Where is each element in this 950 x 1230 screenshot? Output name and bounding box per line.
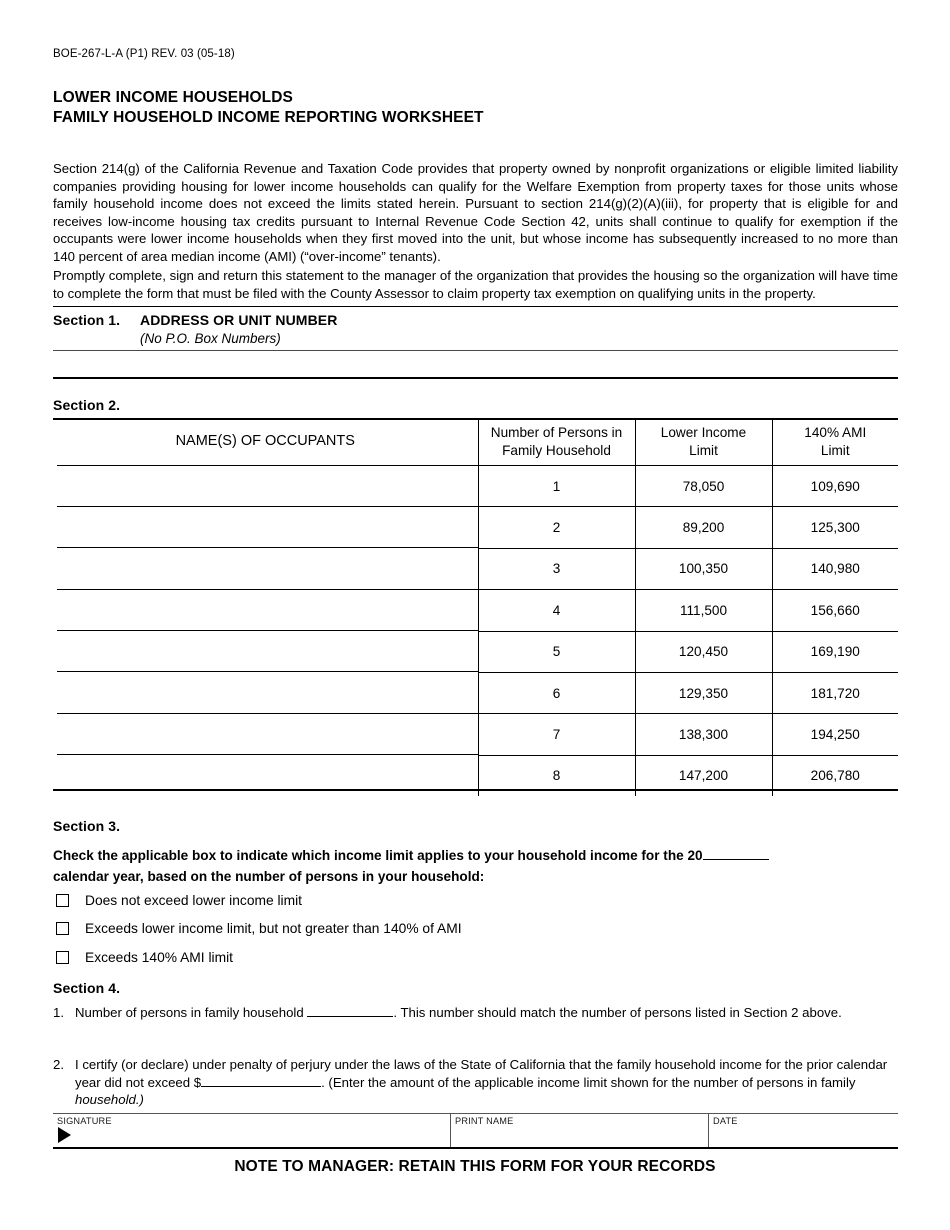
section1-label: ADDRESS OR UNIT NUMBER — [140, 312, 338, 328]
column-header-persons-line2: Family Household — [502, 442, 611, 458]
lower-income-limit: 138,300 — [635, 714, 772, 755]
section4-item-1-body — [75, 1004, 903, 1022]
section4-item-2-text-after: . (Enter the amount of the applicable income limit shown for the number of persons in family — [321, 1074, 856, 1090]
signature-block — [53, 1113, 898, 1149]
checkbox-row-option-3[interactable] — [56, 943, 756, 972]
address-write-line-1[interactable] — [53, 350, 898, 351]
address-write-line-2[interactable] — [53, 377, 898, 379]
section3-prompt-part1: Check the applicable box to indicate which income limit applies to your household income for the 20 — [53, 848, 703, 863]
column-header-ami — [772, 418, 898, 466]
date-label: DATE — [713, 1116, 738, 1126]
column-header-names: NAME(S) OF OCCUPANTS — [175, 433, 355, 449]
section4-item-2 — [53, 1056, 903, 1109]
signature-label: SIGNATURE — [57, 1116, 112, 1126]
lower-income-limit: 147,200 — [635, 755, 772, 796]
title-line-2: FAMILY HOUSEHOLD INCOME REPORTING WORKSHEET — [53, 109, 484, 126]
table-header-row — [53, 418, 898, 466]
table-row — [53, 631, 898, 672]
income-limits-table — [53, 418, 898, 796]
section4-item-2-body — [75, 1056, 903, 1109]
table-row — [53, 466, 898, 507]
table-row — [53, 590, 898, 631]
income-amount-blank[interactable] — [201, 1075, 321, 1087]
table-row — [53, 672, 898, 713]
section3-checkbox-list — [56, 886, 756, 972]
income-limits-table-body — [53, 466, 898, 797]
column-header-lower-line2: Limit — [689, 442, 718, 458]
table-row — [53, 507, 898, 548]
ami-limit: 181,720 — [772, 672, 898, 713]
table-row — [53, 548, 898, 589]
lower-income-limit: 129,350 — [635, 672, 772, 713]
persons-count: 2 — [478, 507, 635, 548]
section4-item-1 — [53, 1004, 903, 1022]
lower-income-limit: 100,350 — [635, 548, 772, 589]
occupant-name-input[interactable] — [53, 466, 478, 507]
section2-number: Section 2. — [53, 397, 121, 413]
column-header-persons — [478, 418, 635, 466]
section4-item-1-marker: 1. — [53, 1005, 64, 1020]
lower-income-limit: 111,500 — [635, 590, 772, 631]
calendar-year-blank[interactable] — [703, 847, 769, 860]
ami-limit: 206,780 — [772, 755, 898, 796]
page-title — [53, 88, 484, 128]
section1-number: Section 1. — [53, 312, 121, 328]
occupant-name-input[interactable] — [53, 590, 478, 631]
signature-arrow-icon — [58, 1127, 71, 1143]
print-name-label: PRINT NAME — [455, 1116, 514, 1126]
print-name-field[interactable] — [450, 1114, 708, 1147]
intro-paragraph-2: Promptly complete, sign and return this statement to the manager of the organization that provides the housing so the organization will have time to complete the form that must be filed with the County Assessor to claim property tax exemption on qualifying units in the property. — [53, 268, 898, 301]
section3-number: Section 3. — [53, 818, 121, 834]
persons-count: 1 — [478, 466, 635, 507]
table-row — [53, 714, 898, 755]
checkbox-label-option-1: Does not exceed lower income limit — [85, 892, 303, 908]
section4-item-2-italic-tail: household.) — [75, 1092, 144, 1108]
checkbox-label-option-3: Exceeds 140% AMI limit — [85, 949, 233, 965]
section3-prompt — [53, 845, 903, 887]
section4-number: Section 4. — [53, 980, 121, 996]
checkbox-row-option-2[interactable] — [56, 915, 756, 944]
section1-note: (No P.O. Box Numbers) — [140, 331, 281, 346]
section4-item-2-text-before: I certify (or declare) under penalty of perjury under the laws of the State of California that the family household income for the prior calendar year did not exceed $ — [75, 1057, 888, 1090]
section1-top-rule — [53, 306, 898, 307]
occupant-name-input[interactable] — [53, 507, 478, 548]
column-header-ami-line1: 140% AMI — [804, 425, 867, 440]
persons-count: 7 — [478, 714, 635, 755]
title-line-1: LOWER INCOME HOUSEHOLDS — [53, 89, 293, 106]
form-id: BOE-267-L-A (P1) REV. 03 (05-18) — [53, 48, 235, 60]
persons-count: 5 — [478, 631, 635, 672]
ami-limit: 169,190 — [772, 631, 898, 672]
checkbox-icon[interactable] — [56, 951, 69, 964]
section4-item-1-text-after: . This number should match the number of persons listed in Section 2 above. — [393, 1005, 842, 1020]
occupant-name-input[interactable] — [53, 631, 478, 672]
lower-income-limit: 89,200 — [635, 507, 772, 548]
checkbox-label-option-2: Exceeds lower income limit, but not greater than 140% of AMI — [85, 921, 462, 937]
section4-item-2-marker: 2. — [53, 1057, 64, 1072]
section3-prompt-part2: calendar year, based on the number of persons in your household: — [53, 869, 485, 884]
column-header-lower-income — [635, 418, 772, 466]
section2-table-wrapper — [53, 418, 898, 796]
signature-field[interactable] — [53, 1114, 450, 1147]
section4-item-1-text-before: Number of persons in family household — [75, 1005, 304, 1020]
intro-paragraph-1: Section 214(g) of the California Revenue and Taxation Code provides that property owned by nonprofit organizations or eligible limited liability companies providing housing for lower income households can qualify for the Welfare Exemption from property taxes for those units whose family household income does not exceed the limits stated herein. Pursuant to section 214(g)(2)(A)(iii), for property that is eligible for and receives low-income housing tax credits pursuant to Internal Revenue Code Section 42, units shall continue to qualify for exemption if the occupants were lower income households when they first moved into the unit, but whose income has subsequently increased to no more than 140 percent of area median income (AMI) (“over-income” tenants). — [53, 161, 898, 264]
occupant-name-input[interactable] — [53, 714, 478, 755]
occupant-name-input[interactable] — [53, 548, 478, 589]
column-header-persons-line1: Number of Persons in — [490, 425, 623, 440]
persons-count: 3 — [478, 548, 635, 589]
ami-limit: 194,250 — [772, 714, 898, 755]
occupant-name-input[interactable] — [53, 672, 478, 713]
footer-note: NOTE TO MANAGER: RETAIN THIS FORM FOR YOUR RECORDS — [234, 1158, 716, 1175]
lower-income-limit: 120,450 — [635, 631, 772, 672]
checkbox-row-option-1[interactable] — [56, 886, 756, 915]
lower-income-limit: 78,050 — [635, 466, 772, 507]
date-field[interactable] — [708, 1114, 898, 1147]
section2-table-bottom-rule — [53, 789, 898, 791]
ami-limit: 140,980 — [772, 548, 898, 589]
ami-limit: 109,690 — [772, 466, 898, 507]
checkbox-icon[interactable] — [56, 922, 69, 935]
ami-limit: 125,300 — [772, 507, 898, 548]
persons-count: 4 — [478, 590, 635, 631]
persons-count-blank[interactable] — [307, 1005, 393, 1017]
column-header-lower-line1: Lower Income — [660, 425, 747, 440]
column-header-ami-line2: Limit — [820, 442, 850, 458]
checkbox-icon[interactable] — [56, 894, 69, 907]
persons-count: 6 — [478, 672, 635, 713]
persons-count: 8 — [478, 755, 635, 796]
ami-limit: 156,660 — [772, 590, 898, 631]
